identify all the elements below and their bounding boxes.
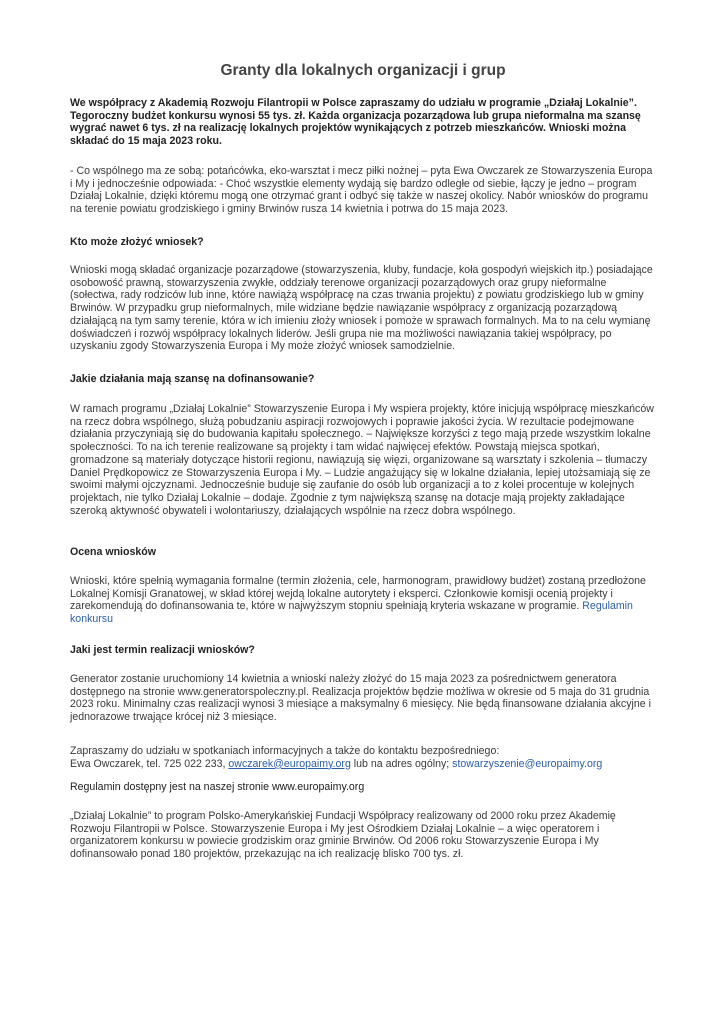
evaluation-text: Wnioski, które spełnią wymagania formalne (termin złożenia, cele, harmonogram, prawidłowy budżet) zostaną przedłożone Lokalnej Komisji Granatowej, w skład której wejdą lokalne autorytety i eksperci. Członkowie komisji ocenią projekty i zarekomendują do dofinansowania te, które w najwyższym stopniu spełniają kryteria wskazane w programie. (70, 575, 646, 613)
contact-person: Ewa Owczarek, tel. 725 022 233, (70, 757, 229, 770)
lead-paragraph: We współpracy z Akademią Rozwoju Filantropii w Polsce zapraszamy do udziału w programie „Działaj Lokalnie”. Tegoroczny budżet konkursu wynosi 55 tys. zł. Każda organizacja pozarządowa lub grupa nieformalna ma szansę wygrać nawet 6 tys. zł na realizację lokalnych projektów wynikających z potrzeb mieszkańców. Wnioski można składać do 15 maja 2023 roku. (70, 97, 641, 148)
personal-email-link[interactable]: owczarek@europaimy.org (228, 757, 351, 770)
heading-term: Jaki jest termin realizacji wniosków? (70, 644, 255, 656)
regulations-note: Regulamin dostępny jest na naszej stronie www.europaimy.org (70, 781, 365, 793)
who-can-apply-paragraph: Wnioski mogą składać organizacje pozarządowe (stowarzyszenia, kluby, fundacje, koła gospodyń wiejskich itp.) posiadające osobowość prawną, stowarzyszenia zwykłe, oddziały terenowe organizacji pozarządowych oraz grupy nieformalne (sołectwa, rady rodziców lub inne, które nawiążą współpracę na czas trwania projektu) z powiatu grodziskiego lub w gminy Brwinów. W przypadku grup nieformalnych, mile widziane będzie nawiązanie współpracy z organizacją pozarządową działającą na tym samy terenie, która w ich imieniu złoży wniosek i pomoże w sprawach formalnych. Ma to na celu wymianę doświadczeń i rozwój współpracy lokalnych liderów. Jeśli grupa nie ma możliwości nawiązania takiej współpracy, po uzyskaniu zgody Stowarzyszenia Europa i My może złożyć wniosek samodzielnie. (70, 264, 653, 353)
regulations-link[interactable]: Regulamin konkursu (70, 600, 633, 626)
contact-invite: Zapraszamy do udziału w spotkaniach informacyjnych a także do kontaktu bezpośredniego: (70, 745, 500, 757)
evaluation-paragraph (70, 575, 656, 626)
heading-evaluation: Ocena wniosków (70, 546, 156, 558)
eligible-actions-paragraph: W ramach programu „Działaj Lokalnie” Stowarzyszenie Europa i My wspiera projekty, które inicjują współpracę mieszkańców na rzecz dobra wspólnego, służą pobudzaniu aspiracji rozwojowych i poprawie jakości życia. W rezultacie podejmowane działania przyczyniają się do budowania kapitału społecznego. – Największe korzyści z tego mają przede wszystkim lokalne społeczności. To na ich terenie realizowane są projekty i tam widać najwięcej efektów. Powstają miejsca spotkań, gromadzone są materiały dotyczące historii regionu, nawiązują się więzi, organizowane są warsztaty i szkolenia – tłumaczy Daniel Prędkopowicz ze Stowarzyszenia Europa i My. – Ludzie angażujący się w lokalne działania, lepiej utożsamiają się ze swoimi małymi ojczyznami. Jednocześnie buduje się zaufanie do osób lub organizacji a to z kolei procentuje w kolejnych projektach, nie tylko Działaj Lokalnie – dodaje. Zgodnie z tym największą szansę na dotacje mają projekty zakładające szeroką aktywność obywateli i wolontariuszy, działających wspólnie na rzecz dobra wspólnego. (70, 403, 654, 517)
heading-who-can-apply: Kto może złożyć wniosek? (70, 236, 204, 248)
contact-paragraph (70, 745, 656, 770)
heading-eligible-actions: Jakie działania mają szansę na dofinansowanie? (70, 373, 315, 385)
contact-middle: lub na adres ogólny; (350, 757, 453, 770)
page-title: Granty dla lokalnych organizacji i grup (220, 62, 506, 79)
intro-paragraph: - Co wspólnego ma ze sobą: potańcówka, eko-warsztat i mecz piłki nożnej – pyta Ewa Owczarek ze Stowarzyszenia Europa i My i jednocześnie odpowiada: - Choć wszystkie elementy wydają się bardzo odległe od siebie, łączy je jedno – program Działaj Lokalnie, dzięki któremu mogą one otrzymać grant i odbyć się także w naszej okolicy. Nabór wniosków do programu na terenie powiatu grodziskiego i gminy Brwinów rusza 14 kwietnia i potrwa do 15 maja 2023. (70, 165, 653, 216)
term-paragraph: Generator zostanie uruchomiony 14 kwietnia a wnioski należy złożyć do 15 maja 2023 za pośrednictwem generatora dostępnego na stronie www.generatorspoleczny.pl. Realizacja projektów będzie możliwa w okresie od 5 maja do 31 grudnia 2023 roku. Minimalny czas realizacji wynosi 3 miesiące a maksymalny 6 miesięcy. Nie będą finansowane działania akcyjne i jednorazowe trwające krócej niż 3 miesiące. (70, 673, 651, 724)
footer-paragraph: „Działaj Lokalnie” to program Polsko-Amerykańskiej Fundacji Współpracy realizowany od 2000 roku przez Akademię Rozwoju Filantropii w Polsce. Stowarzyszenie Europa i My jest Ośrodkiem Działaj Lokalnie – a więc operatorem i organizatorem konkursu w powiecie grodziskim oraz gminie Brwinów. Od 2006 roku Stowarzyszenie Europa i My dofinansowało ponad 180 projektów, przekazując na ich realizację blisko 700 tys. zł. (70, 810, 616, 861)
general-email-link[interactable]: stowarzyszenie@europaimy.org (452, 757, 603, 770)
